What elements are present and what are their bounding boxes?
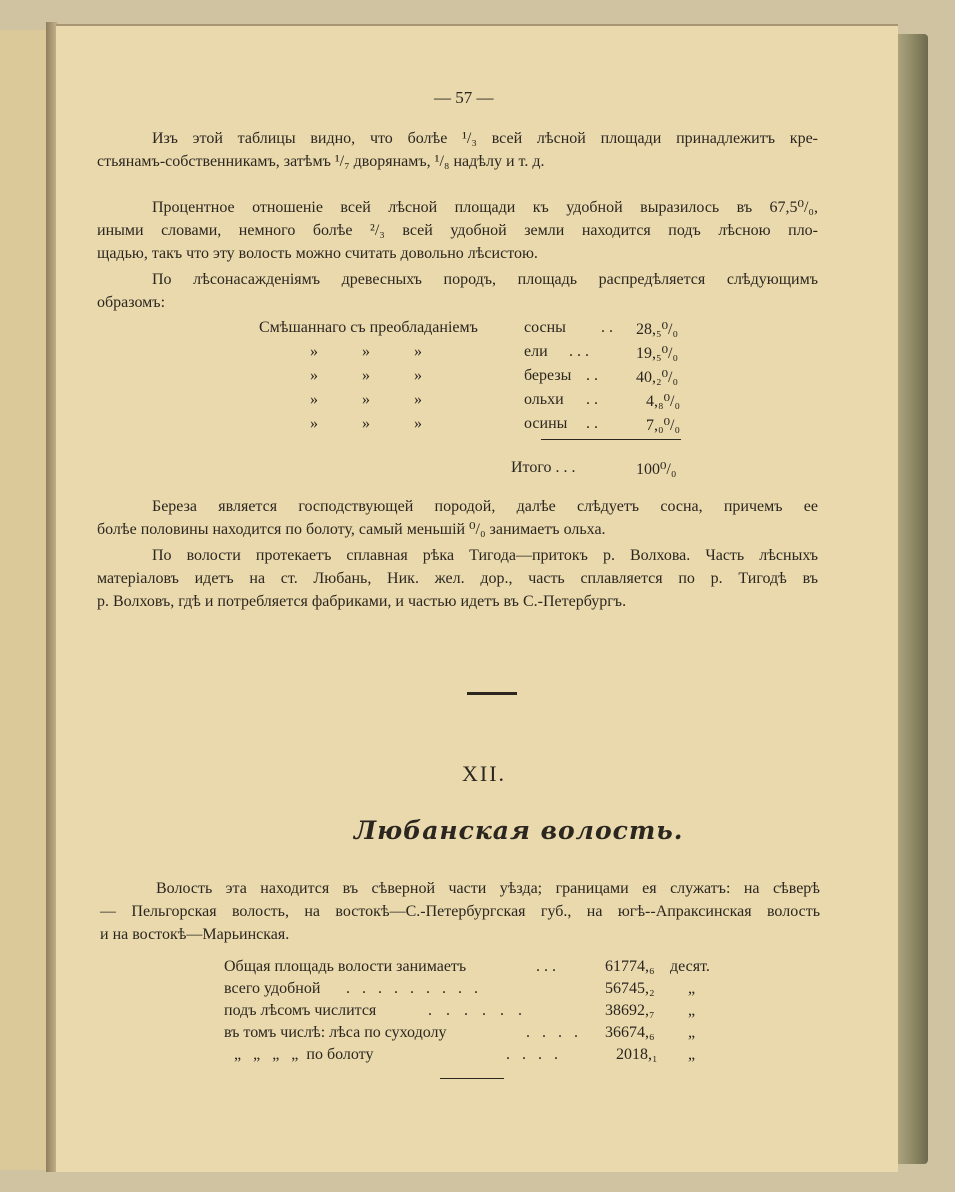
text-line: Изъ этой таблицы видно, что болѣе ¹/₃ всей лѣсной площади принадлежитъ кре- (152, 130, 818, 147)
species-value: 28,₅⁰/₀ (636, 321, 679, 338)
leader-dots: . . (601, 319, 613, 336)
species-value: 19,₅⁰/₀ (636, 345, 679, 362)
text-line: матеріаловъ идетъ на ст. Любань, Ник. жел. дор., часть сплавляется по р. Тигодѣ въ (97, 570, 818, 587)
paragraph-6 (100, 877, 820, 946)
section-title: Любанская волость. (354, 816, 684, 845)
paragraph-2 (97, 196, 818, 265)
paragraph-1 (97, 127, 818, 173)
species-name: ольхи (524, 391, 564, 408)
area-label: „ „ „ „ по болоту (234, 1046, 374, 1063)
paragraph-3 (97, 268, 818, 314)
text-line: и на востокѣ—Марьинская. (100, 926, 290, 943)
area-label: всего удобной (224, 980, 321, 997)
leader-dots: . . . . (506, 1046, 562, 1063)
text-line: — Пельгорская волость, на востокѣ—С.-Петербургская губ., на югѣ--Апраксинская волость (100, 903, 820, 920)
text-line: иными словами, немного болѣе ²/₃ всей удобной земли находится подъ лѣсною пло- (97, 222, 818, 239)
leader-dots: . . . (569, 343, 589, 360)
text-line: стьянамъ-собственникамъ, затѣмъ ¹/₇ дворянамъ, ¹/₈ надѣлу и т. д. (97, 153, 545, 170)
leader-dots: . . (586, 415, 598, 432)
area-value: 38692,₇ (605, 1002, 655, 1019)
area-unit: „ (688, 980, 696, 997)
text-line: болѣе половины находится по болоту, самый меньшій ⁰/₀ занимаетъ ольха. (97, 521, 606, 538)
ditto-marks: » » » (310, 343, 422, 360)
leader-dots: . . (586, 367, 598, 384)
leader-dots: . . (586, 391, 598, 408)
species-value: 4,₈⁰/₀ (646, 393, 681, 410)
facing-page-edge (0, 30, 50, 1170)
area-label: подъ лѣсомъ числится (224, 1002, 377, 1019)
total-label: Итого . . . (511, 459, 576, 476)
text-line: Береза является господствующей породой, далѣе слѣдуетъ сосна, причемъ ее (152, 498, 818, 515)
leader-dots: . . . . (526, 1024, 582, 1041)
text-line: По лѣсонасажденіямъ древесныхъ породъ, площадь распредѣляется слѣдующимъ (152, 271, 818, 288)
text-line: щадью, такъ что эту волость можно считать довольно лѣсистою. (97, 245, 538, 262)
species-name: осины (524, 415, 568, 432)
area-unit: десят. (670, 958, 710, 975)
leader-dots: . . . . . . (428, 1002, 527, 1019)
leader-dots: . . . . . . . . . (346, 980, 482, 997)
total-value: 100⁰/₀ (636, 461, 677, 478)
area-label: въ томъ числѣ: лѣса по суходолу (224, 1024, 447, 1041)
species-name: сосны (524, 319, 566, 336)
section-divider (467, 692, 517, 695)
ditto-marks: » » » (310, 415, 422, 432)
area-unit: „ (688, 1024, 696, 1041)
species-name: березы (524, 367, 572, 384)
species-table-lead: Смѣшаннаго съ преобладаніемъ (259, 319, 478, 336)
paragraph-5 (97, 544, 818, 613)
bottom-rule (440, 1078, 504, 1079)
text-line: Волость эта находится въ сѣверной части уѣзда; границами ея служатъ: на сѣверѣ (156, 880, 820, 897)
area-value: 36674,₆ (605, 1024, 655, 1041)
area-unit: „ (688, 1002, 696, 1019)
ditto-marks: » » » (310, 391, 422, 408)
species-value: 7,₀⁰/₀ (646, 417, 681, 434)
text-line: образомъ: (97, 294, 166, 311)
text-line: По волости протекаетъ сплавная рѣка Тигода—притокъ р. Волхова. Часть лѣсныхъ (152, 547, 818, 564)
page-number: — 57 — (434, 88, 494, 107)
area-value: 56745,₂ (605, 980, 655, 997)
sum-rule (541, 439, 681, 440)
paragraph-4 (97, 495, 818, 541)
species-name: ели (524, 343, 548, 360)
book-page (56, 24, 898, 1172)
leader-dots: . . . (536, 958, 556, 975)
area-unit: „ (688, 1046, 696, 1063)
text-line: р. Волховъ, гдѣ и потребляется фабриками, и частью идетъ въ С.-Петербургъ. (97, 593, 627, 610)
area-label: Общая площадь волости занимаетъ (224, 958, 467, 975)
area-value: 2018,₁ (616, 1046, 658, 1063)
chapter-number: XII. (462, 761, 507, 786)
species-value: 40,₂⁰/₀ (636, 369, 679, 386)
text-line: Процентное отношеніе всей лѣсной площади къ удобной выразилось въ 67,5⁰/₀, (152, 199, 818, 216)
ditto-marks: » » » (310, 367, 422, 384)
area-value: 61774,₆ (605, 958, 655, 975)
